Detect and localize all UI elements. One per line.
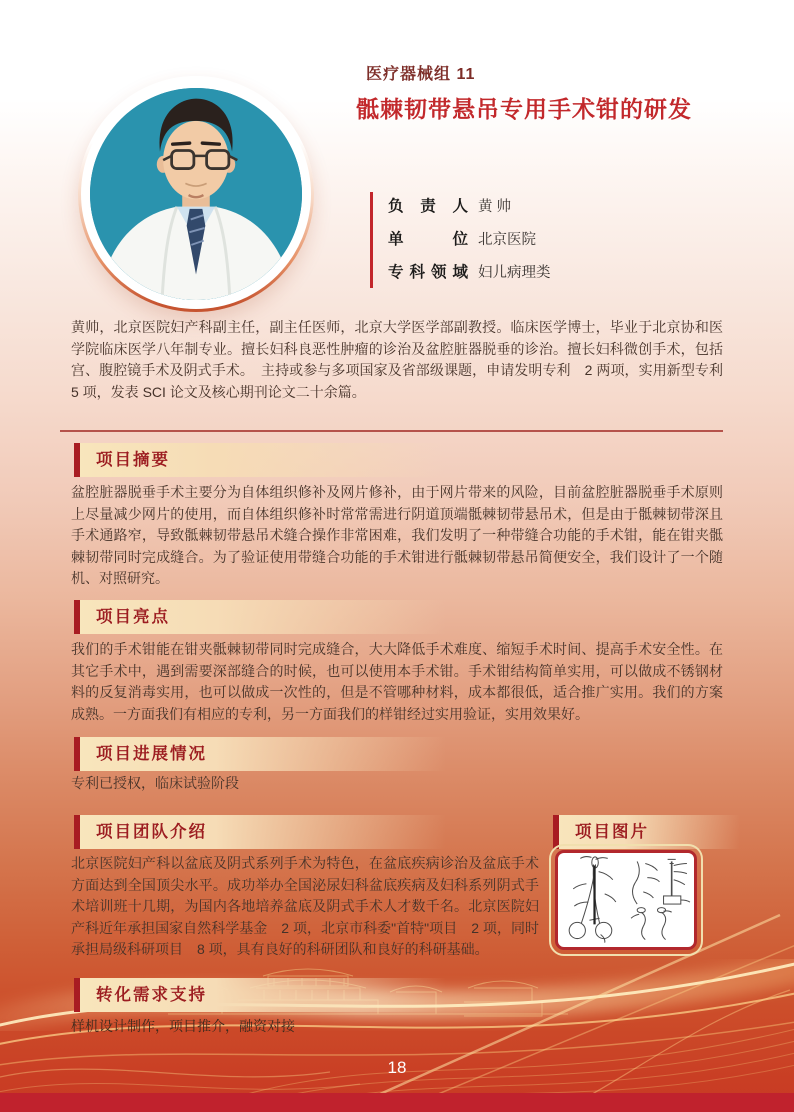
- organization-label: 单位: [388, 231, 468, 248]
- specialty-field: [388, 260, 718, 282]
- section-body-highlights: 我们的手术钳能在钳夹骶棘韧带同时完成缝合，大大降低手术难度、缩短手术时间、提高手术安全性。在其它手术中，遇到需要深部缝合的时候，也可以使用本手术钳。手术钳结构简单实用，可以做成不锈钢材料的反复消毒实用，也可以做成一次性的，但是不管哪种材料，成本都很低，适合推广实用。我们的方案成熟。一方面我们有相应的专利，另一方面我们的样钳经过实用验证，实用效果好。: [71, 641, 723, 722]
- leader-info-block: [388, 194, 718, 293]
- section-heading-summary: 项目摘要: [96, 451, 170, 469]
- section-heading-team: 项目团队介绍: [96, 823, 207, 841]
- leader-label: 负责人: [388, 198, 468, 215]
- banner-bar-icon: [74, 815, 80, 849]
- banner-bar-icon: [74, 443, 80, 477]
- section-divider-line: [60, 430, 723, 432]
- specialty-value: 妇儿病理类: [478, 265, 551, 281]
- project-image: [555, 850, 697, 950]
- leader-photo: [90, 88, 302, 300]
- leader-value: 黄 帅: [478, 199, 512, 215]
- info-accent-line: [370, 192, 373, 288]
- bio-paragraph: 黄帅，北京医院妇产科副主任，副主任医师，北京大学医学部副教授。临床医学博士，毕业于北京协和医学院临床医学八年制专业。擅长妇科良恶性肿瘤的诊治及盆腔脏器脱垂的诊治。擅长妇科微创手术，包括宫、腹腔镜手术及阴式手术。 主持或参与多项国家及省部级课题，申请发明专利 2 两项，实用新型专利 5 项，发表 SCI 论文及核心期刊论文二十余篇。: [71, 319, 723, 400]
- banner-bar-icon: [74, 978, 80, 1012]
- patent-sketch-illustration: [558, 853, 694, 947]
- project-image-box: [549, 844, 703, 956]
- leader-photo-border: [81, 79, 311, 309]
- section-banner-summary: [74, 443, 446, 477]
- section-heading-highlights: 项目亮点: [96, 608, 170, 626]
- banner-bar-icon: [74, 600, 80, 634]
- group-label: 医疗器械组 11: [366, 66, 476, 83]
- section-heading-progress: 项目进展情况: [96, 745, 207, 763]
- section-heading-images: 项目图片: [575, 823, 649, 841]
- section-heading-support: 转化需求支持: [96, 986, 207, 1004]
- section-body-summary: 盆腔脏器脱垂手术主要分为自体组织修补及网片修补，由于网片带来的风险，目前盆腔脏器脱垂手术原则上尽量减少网片的使用，而自体组织修补时常常需进行阴道顶端骶棘韧带悬吊术，但是由于骶棘韧带深且手术通路窄，导致骶棘韧带悬吊术缝合操作非常困难，我们发明了一种带缝合功能的手术钳，能在钳夹骶棘韧带同时完成缝合。为了验证使用带缝合功能的手术钳进行骶棘韧带悬吊简便安全，我们设计了一个随机、对照研究。: [71, 484, 723, 587]
- doctor-portrait-illustration: [90, 88, 302, 300]
- organization-value: 北京医院: [478, 232, 536, 248]
- section-body-team: 北京医院妇产科以盆底及阴式系列手术为特色，在盆底疾病诊治及盆底手术方面达到全国顶尖水平。成功举办全国泌尿妇科盆底疾病及妇科系列阴式手术培训班十几期，为国内各地培养盆底及阴式手术人才数千名。北京医院妇产科近年承担国家自然科学基金 2 项，北京市科委"首特"项目 2 项，同时承担局级科研项目 8 项，具有良好的科研团队和良好的科研基础。: [71, 855, 539, 958]
- section-banner-highlights: [74, 600, 446, 634]
- leader-field: [388, 194, 718, 216]
- organization-field: [388, 227, 718, 249]
- section-body-progress: 专利已授权，临床试验阶段: [71, 775, 239, 791]
- banner-bar-icon: [74, 737, 80, 771]
- section-banner-support: [74, 978, 446, 1012]
- footer-bar: [0, 1093, 794, 1112]
- section-body-support: 样机设计制作，项目推介，融资对接: [71, 1018, 295, 1034]
- page-title: 骶棘韧带悬吊专用手术钳的研发: [356, 96, 692, 122]
- section-banner-team: [74, 815, 446, 849]
- specialty-label: 专科领域: [388, 264, 468, 281]
- page-number: 18: [387, 1058, 407, 1077]
- section-banner-progress: [74, 737, 446, 771]
- leader-photo-frame: [78, 76, 314, 312]
